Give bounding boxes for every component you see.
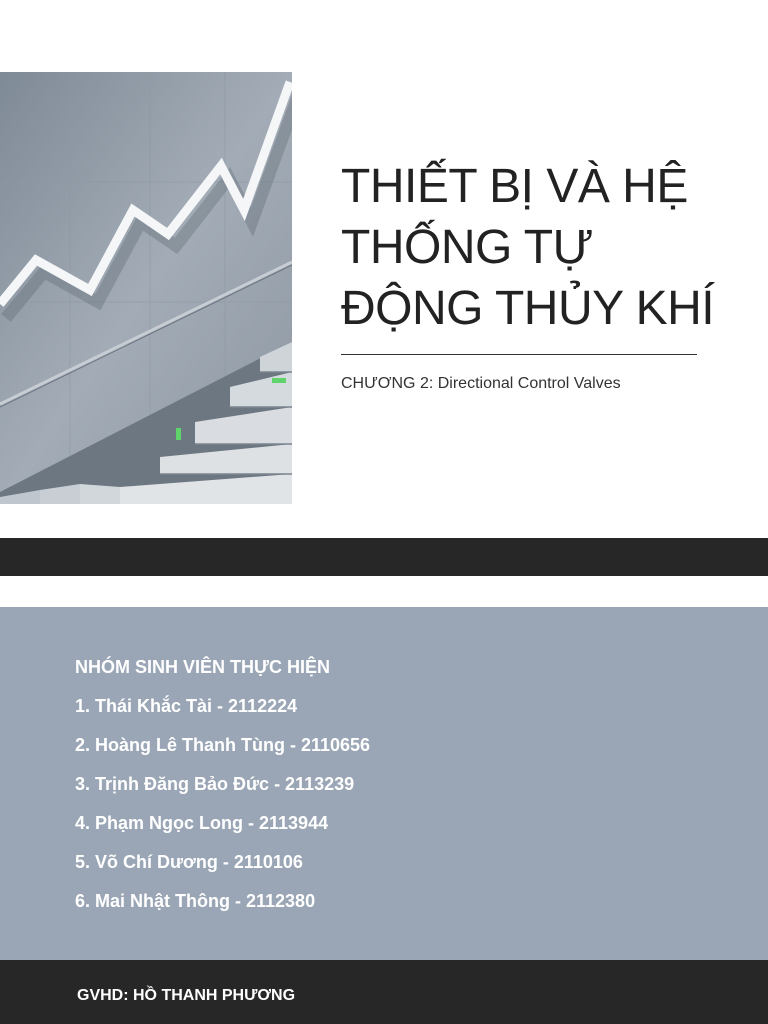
title-divider (341, 354, 697, 355)
dark-divider-band (0, 538, 768, 576)
members-heading: NHÓM SINH VIÊN THỰC HIỆN (75, 657, 330, 677)
cover-photo (0, 72, 292, 504)
list-item: 2. Hoàng Lê Thanh Tùng - 2110656 (75, 735, 371, 755)
page-title: THIẾT BỊ VÀ HỆ THỐNG TỰ ĐỘNG THỦY KHÍ (341, 160, 715, 335)
members-list (75, 694, 370, 928)
list-item: 4. Phạm Ngọc Long - 2113944 (75, 813, 329, 833)
members-panel (0, 607, 768, 960)
stairs-growth-illustration (0, 72, 292, 504)
footer-band (0, 960, 768, 1024)
list-item: 1. Thái Khắc Tài - 2112224 (75, 696, 298, 716)
chapter-subtitle: CHƯƠNG 2: Directional Control Valves (341, 375, 621, 392)
list-item: 6. Mai Nhật Thông - 2112380 (75, 891, 316, 911)
list-item: 3. Trịnh Đăng Bảo Đức - 2113239 (75, 774, 355, 794)
advisor-label: GVHD: HỒ THANH PHƯƠNG (77, 987, 296, 1004)
list-item: 5. Võ Chí Dương - 2110106 (75, 852, 303, 872)
